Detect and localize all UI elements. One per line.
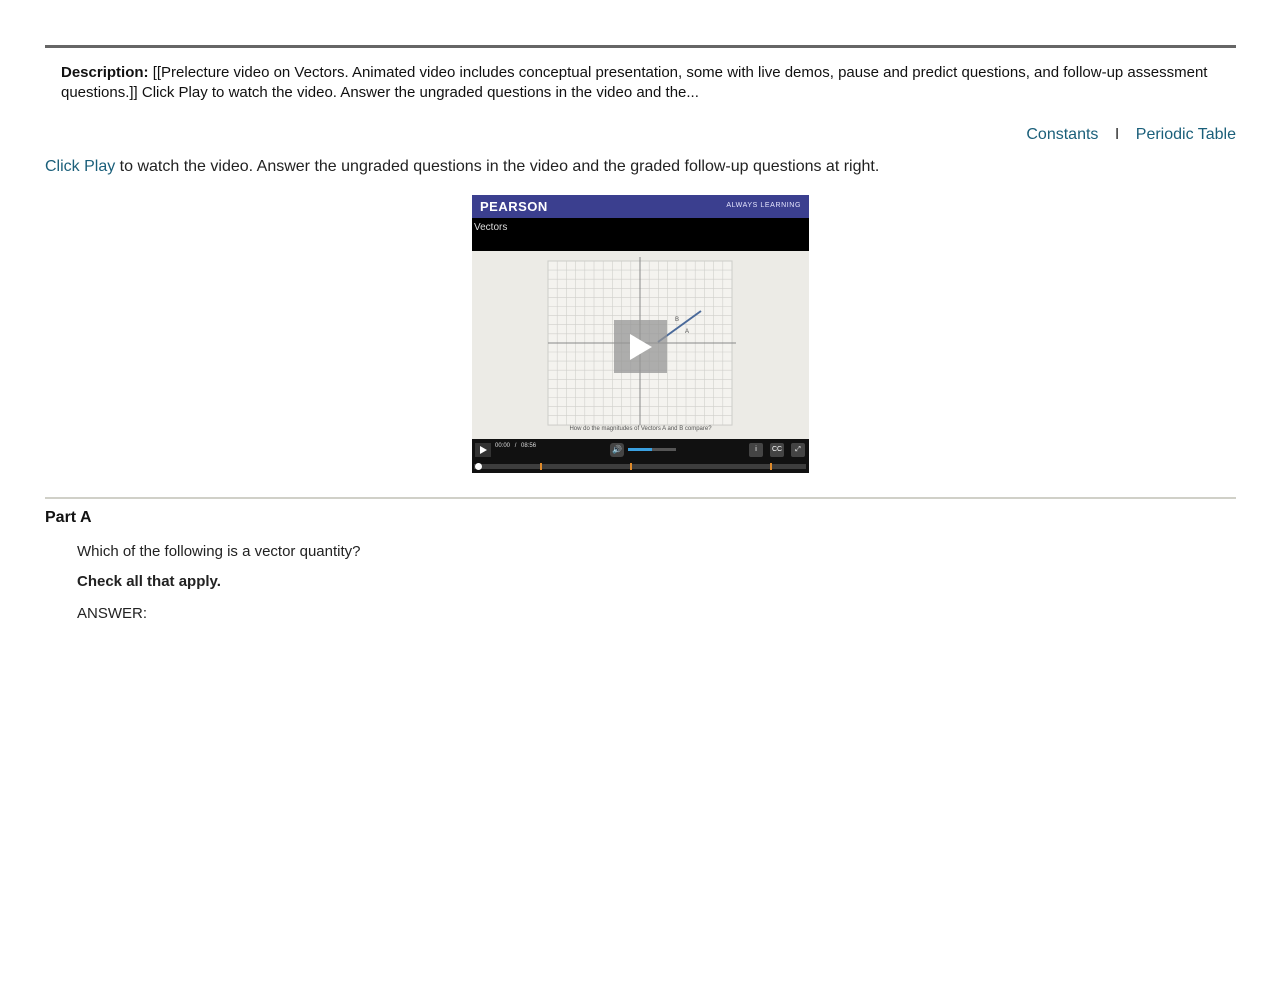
video-controls [472,439,809,473]
volume-icon[interactable]: 🔊 [610,443,624,457]
time-display [495,443,536,449]
constants-link[interactable]: Constants [1026,126,1099,143]
time-separator: / [514,443,517,449]
video-caption: How do the magnitudes of Vectors A and B compare? [569,426,712,432]
seek-bar[interactable] [474,464,806,469]
captions-button[interactable]: CC [770,443,784,457]
video-tagline: ALWAYS LEARNING [726,202,801,209]
description-text: [[Prelecture video on Vectors. Animated video includes conceptual presentation, some with live demos, pause and predict questions, and follow-up assessment questions.]] Click Play to watch the video. Answer the ungraded questions in the video and the... [61,64,1208,101]
time-current: 00:00 [495,443,511,449]
click-play-link[interactable]: Click Play [45,158,116,175]
time-total: 08:56 [521,443,537,449]
top-divider [45,45,1236,48]
intro-rest: to watch the video. Answer the ungraded questions in the video and the graded follow-up questions at right. [115,158,880,175]
description-label: Description: [61,64,149,81]
volume-slider[interactable] [628,448,676,451]
chapter-marker [630,463,632,470]
instruction-text: Check all that apply. [77,573,221,590]
part-divider [45,497,1236,499]
info-button[interactable]: i [749,443,763,457]
video-title: Vectors [474,222,508,233]
play-overlay-button[interactable] [614,320,667,373]
tools-separator: I [1114,126,1120,143]
video-player[interactable] [472,195,809,473]
volume-fill [628,448,652,451]
chapter-marker [540,463,542,470]
periodic-table-link[interactable]: Periodic Table [1135,126,1236,143]
answer-label: ANSWER: [77,605,148,622]
part-title: Part A [45,509,92,526]
vector-label-b: B [675,317,680,323]
vector-label-a: A [685,329,690,335]
intro-text [45,158,879,176]
video-header [472,195,809,218]
seek-handle[interactable] [475,463,482,470]
tools-links [1026,126,1236,144]
description [61,63,1221,103]
chapter-marker [770,463,772,470]
question-text: Which of the following is a vector quantity? [77,543,361,560]
play-button[interactable] [475,443,491,457]
pearson-logo: PEARSON [480,199,548,214]
fullscreen-icon[interactable]: ⤢ [791,443,805,457]
